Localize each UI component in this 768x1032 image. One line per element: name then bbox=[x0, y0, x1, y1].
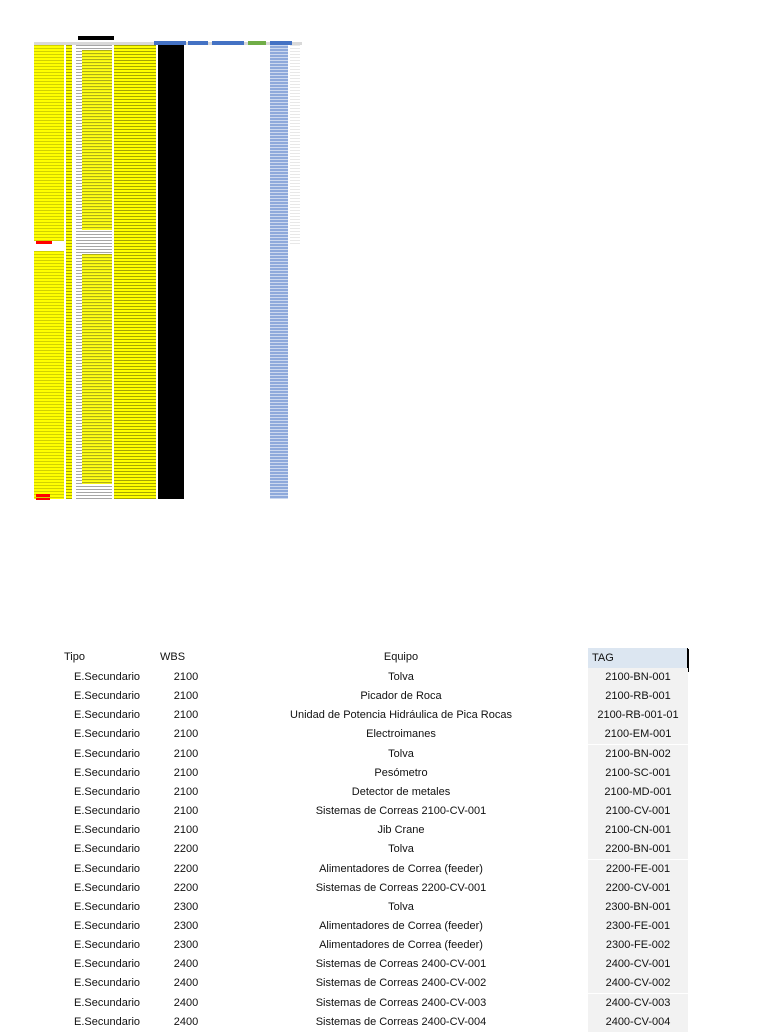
cell-wbs[interactable]: 2100 bbox=[173, 690, 199, 703]
table-row bbox=[0, 955, 768, 974]
cell-tipo[interactable]: E.Secundario bbox=[74, 728, 141, 741]
cell-equipo[interactable]: Jib Crane bbox=[377, 824, 425, 837]
cell-equipo[interactable]: Sistemas de Correas 2100-CV-001 bbox=[315, 805, 487, 818]
cell-tipo[interactable]: E.Secundario bbox=[74, 996, 141, 1009]
header-tag-selected-cell[interactable]: TAG bbox=[588, 648, 688, 671]
cell-tipo[interactable]: E.Secundario bbox=[74, 881, 141, 894]
cell-equipo[interactable]: Tolva bbox=[388, 843, 414, 856]
overview-red-flag-3 bbox=[36, 498, 50, 500]
overview-yellow-column-a bbox=[34, 45, 64, 241]
overview-yellow-cells-2 bbox=[82, 254, 112, 484]
cell-wbs[interactable]: 2100 bbox=[173, 766, 199, 779]
cell-tag[interactable]: 2300-FE-002 bbox=[588, 936, 688, 955]
table-row bbox=[0, 687, 768, 706]
overview-right-notes bbox=[290, 45, 300, 245]
cell-equipo[interactable]: Alimentadores de Correa (feeder) bbox=[319, 862, 483, 875]
cell-wbs[interactable]: 2300 bbox=[173, 919, 199, 932]
cell-tag[interactable]: 2100-RB-001-01 bbox=[588, 706, 688, 725]
cell-wbs[interactable]: 2100 bbox=[173, 824, 199, 837]
cell-tag[interactable]: 2100-CN-001 bbox=[588, 821, 688, 840]
cell-equipo[interactable]: Electroimanes bbox=[366, 728, 436, 741]
table-row bbox=[0, 764, 768, 783]
overview-header-blue-2 bbox=[188, 41, 208, 45]
table-row bbox=[0, 745, 768, 764]
cell-tipo[interactable]: E.Secundario bbox=[74, 958, 141, 971]
cell-tag[interactable]: 2300-FE-001 bbox=[588, 917, 688, 936]
cell-wbs[interactable]: 2100 bbox=[173, 747, 199, 760]
overview-red-flag-2 bbox=[36, 494, 50, 497]
cell-tag[interactable]: 2400-CV-001 bbox=[588, 955, 688, 974]
cell-equipo[interactable]: Sistemas de Correas 2400-CV-002 bbox=[315, 977, 487, 990]
cell-equipo[interactable]: Unidad de Potencia Hidráulica de Pica Rocas bbox=[290, 709, 512, 722]
cell-tag[interactable]: 2200-BN-001 bbox=[588, 840, 688, 859]
cell-tipo[interactable]: E.Secundario bbox=[74, 824, 141, 837]
cell-wbs[interactable]: 2200 bbox=[173, 881, 199, 894]
cell-wbs[interactable]: 2100 bbox=[173, 728, 199, 741]
table-row bbox=[0, 783, 768, 802]
cell-tag[interactable]: 2100-RB-001 bbox=[588, 687, 688, 706]
table-row bbox=[0, 974, 768, 993]
cell-equipo[interactable]: Tolva bbox=[388, 747, 414, 760]
cell-tipo[interactable]: E.Secundario bbox=[74, 766, 141, 779]
cell-wbs[interactable]: 2300 bbox=[173, 939, 199, 952]
cell-tag[interactable]: 2100-EM-001 bbox=[588, 725, 688, 744]
cell-wbs[interactable]: 2200 bbox=[173, 862, 199, 875]
table-row bbox=[0, 917, 768, 936]
cell-wbs[interactable]: 2300 bbox=[173, 900, 199, 913]
cell-equipo[interactable]: Sistemas de Correas 2400-CV-003 bbox=[315, 996, 487, 1009]
header-equipo[interactable]: Equipo bbox=[383, 651, 419, 663]
cell-equipo[interactable]: Tolva bbox=[388, 900, 414, 913]
overview-red-flag-1 bbox=[36, 241, 52, 244]
cell-equipo[interactable]: Detector de metales bbox=[351, 785, 451, 798]
table-row bbox=[0, 821, 768, 840]
cell-tag[interactable]: 2400-CV-002 bbox=[588, 974, 688, 993]
cell-tag[interactable]: 2100-MD-001 bbox=[588, 783, 688, 802]
cell-equipo[interactable]: Sistemas de Correas 2400-CV-001 bbox=[315, 958, 487, 971]
overview-black-block bbox=[158, 45, 184, 499]
cell-tipo[interactable]: E.Secundario bbox=[74, 919, 141, 932]
cell-tag[interactable]: 2100-CV-001 bbox=[588, 802, 688, 821]
cell-tag[interactable]: 2200-CV-001 bbox=[588, 879, 688, 898]
cell-wbs[interactable]: 2400 bbox=[173, 977, 199, 990]
cell-equipo[interactable]: Sistemas de Correas 2200-CV-001 bbox=[315, 881, 487, 894]
table-row bbox=[0, 898, 768, 917]
cell-wbs[interactable]: 2100 bbox=[173, 785, 199, 798]
cell-tag[interactable]: 2100-SC-001 bbox=[588, 764, 688, 783]
cell-tipo[interactable]: E.Secundario bbox=[74, 900, 141, 913]
table-row bbox=[0, 879, 768, 898]
cell-tag[interactable]: 2100-BN-001 bbox=[588, 668, 688, 687]
cell-tipo[interactable]: E.Secundario bbox=[74, 862, 141, 875]
table-header-row bbox=[0, 648, 768, 670]
cell-equipo[interactable]: Pesómetro bbox=[374, 766, 428, 779]
cell-wbs[interactable]: 2200 bbox=[173, 843, 199, 856]
cell-equipo[interactable]: Tolva bbox=[388, 671, 414, 683]
cell-tipo[interactable]: E.Secundario bbox=[74, 690, 141, 703]
table-row bbox=[0, 936, 768, 955]
overview-title-bar bbox=[78, 36, 114, 40]
cell-tipo[interactable]: E.Secundario bbox=[74, 671, 141, 683]
overview-numeric-columns bbox=[114, 45, 156, 499]
overview-yellow-cells bbox=[82, 50, 112, 230]
cell-tag[interactable]: 2400-CV-003 bbox=[588, 994, 688, 1013]
cell-tipo[interactable]: E.Secundario bbox=[74, 709, 141, 722]
cell-tag[interactable]: 2300-BN-001 bbox=[588, 898, 688, 917]
cell-equipo[interactable]: Picador de Roca bbox=[360, 690, 442, 703]
cell-wbs[interactable]: 2100 bbox=[173, 671, 199, 683]
table-row bbox=[0, 706, 768, 725]
cell-wbs[interactable]: 2400 bbox=[173, 958, 199, 971]
cell-equipo[interactable]: Sistemas de Correas 2400-CV-004 bbox=[315, 1015, 487, 1028]
cell-tag[interactable]: 2200-FE-001 bbox=[588, 860, 688, 879]
cell-tipo[interactable]: E.Secundario bbox=[74, 785, 141, 798]
cell-wbs[interactable]: 2400 bbox=[173, 1015, 199, 1028]
cell-tipo[interactable]: E.Secundario bbox=[74, 843, 141, 856]
cell-equipo[interactable]: Alimentadores de Correa (feeder) bbox=[319, 919, 483, 932]
cell-tipo[interactable]: E.Secundario bbox=[74, 1015, 141, 1028]
cell-tipo[interactable]: E.Secundario bbox=[74, 939, 141, 952]
overview-header-blue-3 bbox=[212, 41, 244, 45]
cell-tipo[interactable]: E.Secundario bbox=[74, 747, 141, 760]
overview-blue-column bbox=[270, 45, 288, 499]
header-wbs[interactable]: WBS bbox=[160, 651, 186, 663]
cell-wbs[interactable]: 2400 bbox=[173, 996, 199, 1009]
sheet-overview-thumbnail bbox=[34, 36, 306, 502]
overview-yellow-column-b bbox=[66, 45, 72, 499]
cell-equipo[interactable]: Alimentadores de Correa (feeder) bbox=[319, 939, 483, 952]
cell-wbs[interactable]: 2100 bbox=[173, 709, 199, 722]
table-row bbox=[0, 994, 768, 1013]
cell-tag[interactable]: 2100-BN-002 bbox=[588, 745, 688, 764]
cell-tag[interactable]: 2400-CV-004 bbox=[588, 1013, 688, 1032]
table-row bbox=[0, 725, 768, 744]
table-row bbox=[0, 860, 768, 879]
cell-tipo[interactable]: E.Secundario bbox=[74, 805, 141, 818]
table-row bbox=[0, 668, 768, 687]
cell-tipo[interactable]: E.Secundario bbox=[74, 977, 141, 990]
table-row bbox=[0, 802, 768, 821]
overview-header-green bbox=[248, 41, 266, 45]
cell-wbs[interactable]: 2100 bbox=[173, 805, 199, 818]
header-tipo[interactable]: Tipo bbox=[64, 651, 85, 663]
table-row bbox=[0, 1013, 768, 1032]
table-row bbox=[0, 840, 768, 859]
overview-yellow-column-a2 bbox=[34, 251, 64, 499]
